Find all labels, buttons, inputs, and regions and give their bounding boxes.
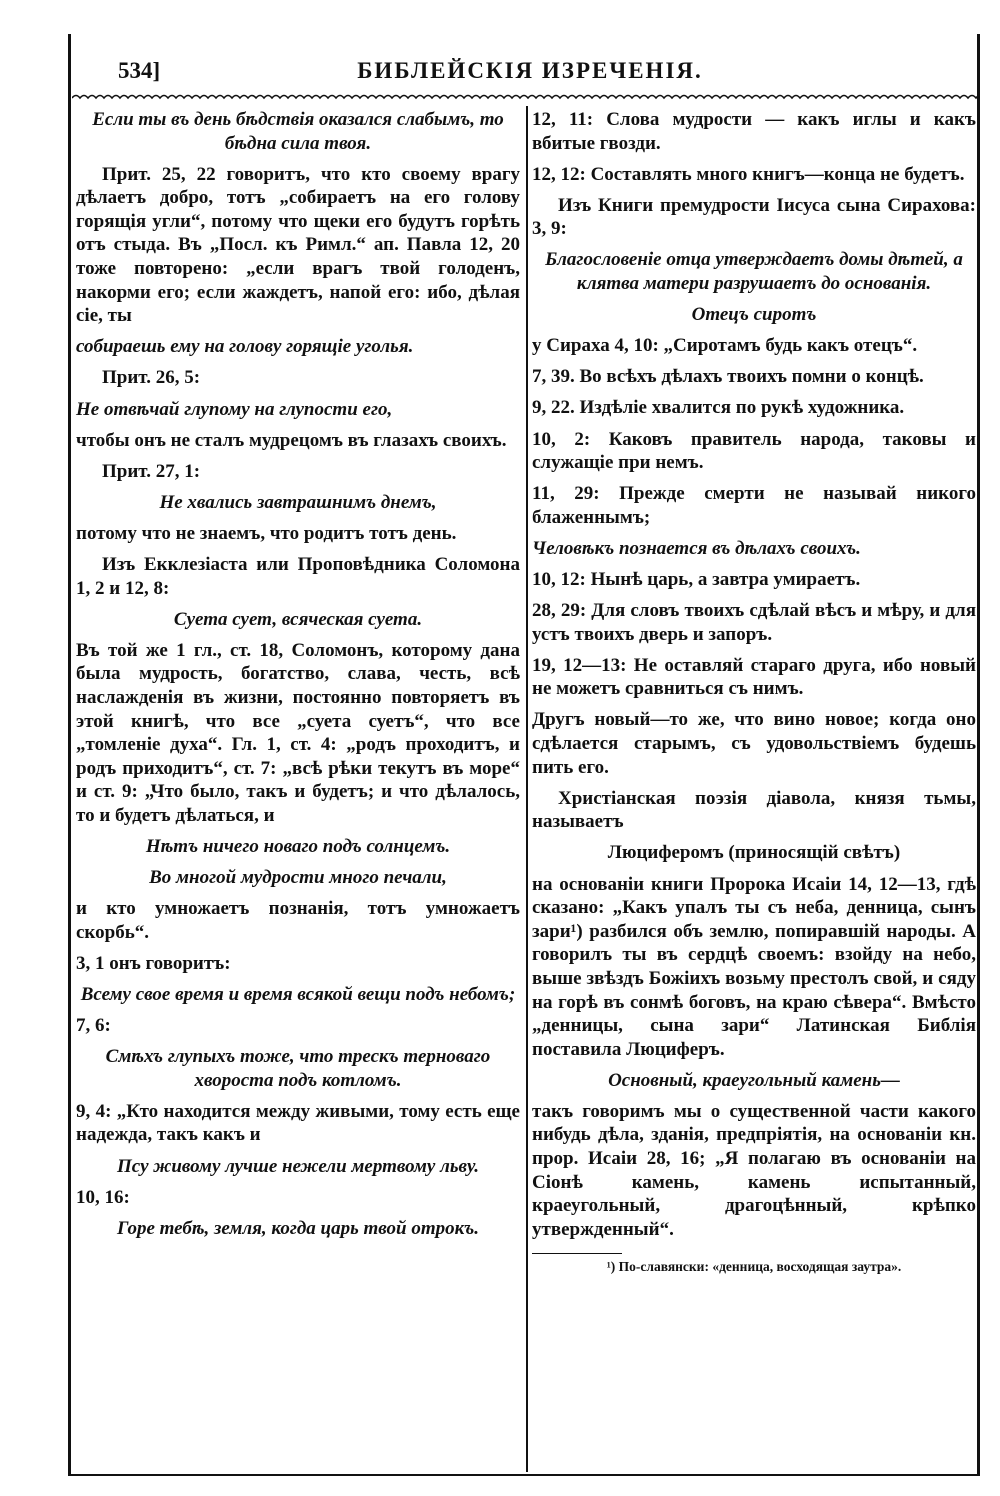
right-paragraph: 12, 12: Составлять много книгъ—конца не будетъ. [532, 163, 965, 185]
right-paragraph: 12, 11: Слова мудрости — какъ иглы и какъ вбитые гвозди. [532, 109, 976, 154]
left-paragraph: Нѣтъ ничего новаго подъ солнцемъ. [145, 836, 451, 858]
page-number: 534] [118, 58, 161, 83]
left-paragraph: Изъ Екклезіаста или Проповѣдника Соломона 1, 2 и 12, 8: [76, 554, 520, 599]
right-paragraph: у Сираха 4, 10: „Сиротамъ будь какъ отецъ“. [532, 335, 918, 357]
left-paragraph: Прит. 25, 22 говоритъ, что кто своему врагу дѣлаетъ добро, тотъ „собираетъ на его голову горящія угли“, потому что щеки его будутъ горѣть отъ стыда. Въ „Посл. къ Римл.“ ап. Павла 12, 20 тоже повторено: „если врагъ твой голоденъ, накорми его; если жаждетъ, напой его: ибо, дѣлая сіе, ты [76, 163, 520, 327]
right-paragraph: Люциферомъ (приносящій свѣтъ) [607, 842, 901, 864]
header-wavy-rule [72, 91, 978, 105]
right-paragraph: Изъ Книги премудрости Іисуса сына Сирахова: 3, 9: [532, 194, 976, 240]
right-paragraph: на основаніи книги Пророка Исаіи 14, 12—13, гдѣ сказано: „Какъ упалъ ты съ неба, денница, сынъ зари¹) разбился объ землю, попиравшій народы. А говорилъ ты въ сердцѣ своемъ: взойду на небо, выше звѣздъ Божіихъ возьму престолъ свой, и сяду на горѣ въ сонмѣ боговъ, на краю сѣвера“. Вмѣсто „денницы, сына зари“ Латинская Библія поставила Люциферъ. [532, 873, 976, 1060]
left-paragraph: Не отвѣчай глупому на глупости его, [76, 398, 393, 420]
left-paragraph: 9, 4: „Кто находится между живыми, тому есть еще надежда, такъ какъ и [76, 1100, 520, 1146]
left-paragraph: 7, 6: [76, 1015, 111, 1037]
right-column [532, 108, 976, 1284]
right-paragraph: Другъ новый—то же, что вино новое; когда оно сдѣлается старымъ, съ удовольствіемъ будешь пить его. [532, 709, 976, 778]
right-paragraph: Основный, краеугольный камень— [608, 1069, 900, 1091]
right-paragraph: Отецъ сиротъ [691, 304, 817, 326]
left-paragraph: Смѣхъ глупыхъ тоже, что трескъ терноваго хвороста подъ котломъ. [105, 1046, 491, 1091]
right-paragraph: 7, 39. Во всѣхъ дѣлахъ твоихъ помни о концѣ. [532, 366, 924, 388]
left-paragraph: потому что не знаемъ, что родитъ тотъ день. [76, 522, 457, 544]
left-paragraph: Псу живому лучше нежели мертвому льву. [116, 1155, 480, 1177]
left-paragraph: 3, 1 онъ говоритъ: [76, 952, 231, 974]
right-paragraph: 28, 29: Для словъ твоихъ сдѣлай вѣсъ и мѣру, и для устъ твоихъ дверь и запоръ. [532, 600, 976, 645]
page-title: БИБЛЕЙСКІЯ ИЗРЕЧЕНІЯ. [357, 58, 703, 83]
left-paragraph: чтобы онъ не сталъ мудрецомъ въ глазахъ своихъ. [76, 429, 507, 451]
left-paragraph: и кто умножаетъ познанія, тотъ умножаетъ скорбь“. [76, 898, 520, 943]
left-column [76, 108, 520, 1248]
right-paragraph: такъ говоримъ мы о существенной части какого нибудь дѣла, зданія, предпріятія, на основаніи кн. прор. Исаіи 28, 16; „Я полагаю въ основаніи на Сіонѣ камень, камень испытанный, краеугольный, драгоцѣнный, крѣпко утвержденный“. [532, 1100, 976, 1240]
left-paragraph: Не хвались завтрашнимъ днемъ, [159, 491, 437, 513]
left-paragraph: Горе тебѣ, земля, когда царь твой отрокъ. [116, 1217, 480, 1239]
right-paragraph: Христіанская поэзія діавола, князя тьмы, называетъ [532, 787, 976, 833]
column-divider [526, 106, 528, 1472]
left-paragraph: Прит. 27, 1: [102, 460, 201, 482]
left-paragraph: 10, 16: [76, 1186, 130, 1208]
right-paragraph: Благословеніе отца утверждаетъ домы дѣтей, а клятва матери разрушаетъ до основанія. [545, 249, 963, 295]
left-paragraph: Суета сует, всяческая суета. [173, 608, 423, 630]
left-paragraph: Во многой мудрости много печали, [149, 867, 447, 889]
right-paragraph: 10, 12: Нынѣ царь, а завтра умираетъ. [532, 569, 861, 590]
left-paragraph: Всему свое время и время всякой вещи подъ небомъ; [80, 984, 516, 1005]
footnote: ¹) По-славянски: «денница, восходящая заутра». [606, 1259, 902, 1275]
right-paragraph: 19, 12—13: Не оставляй стараго друга, ибо новый не можетъ сравниться съ нимъ. [532, 654, 976, 700]
right-paragraph: 11, 29: Прежде смерти не называй никого блаженнымъ; [532, 483, 976, 528]
right-paragraph: Человѣкъ познается въ дѣлахъ своихъ. [532, 537, 861, 559]
right-paragraph: 9, 22. Издѣліе хвалится по рукѣ художника. [532, 397, 905, 419]
page-header [0, 58, 1000, 94]
right-paragraph: 10, 2: Каковъ правитель народа, таковы и служащіе при немъ. [532, 428, 976, 474]
footnote-rule [532, 1253, 622, 1254]
left-paragraph: Если ты въ день бѣдствія оказался слабымъ, то бѣдна сила твоя. [92, 109, 504, 154]
left-paragraph: Въ той же 1 гл., ст. 18, Соломонъ, которому дана была мудрость, богатство, слава, честь, всѣ наслажденія въ жизни, постоянно повторяетъ въ этой книгѣ, что все „суета суетъ“, что все „томленіе духа“. Гл. 1, ст. 4: „родъ проходитъ, и родъ приходитъ“, ст. 7: „всѣ рѣки текутъ въ море“ и ст. 9: „Что было, такъ и будетъ; и что дѣлалось, то и будетъ дѣлаться, и [76, 639, 520, 826]
left-paragraph: Прит. 26, 5: [102, 367, 201, 389]
left-paragraph: собираешь ему на голову горящіе уголья. [76, 336, 414, 358]
